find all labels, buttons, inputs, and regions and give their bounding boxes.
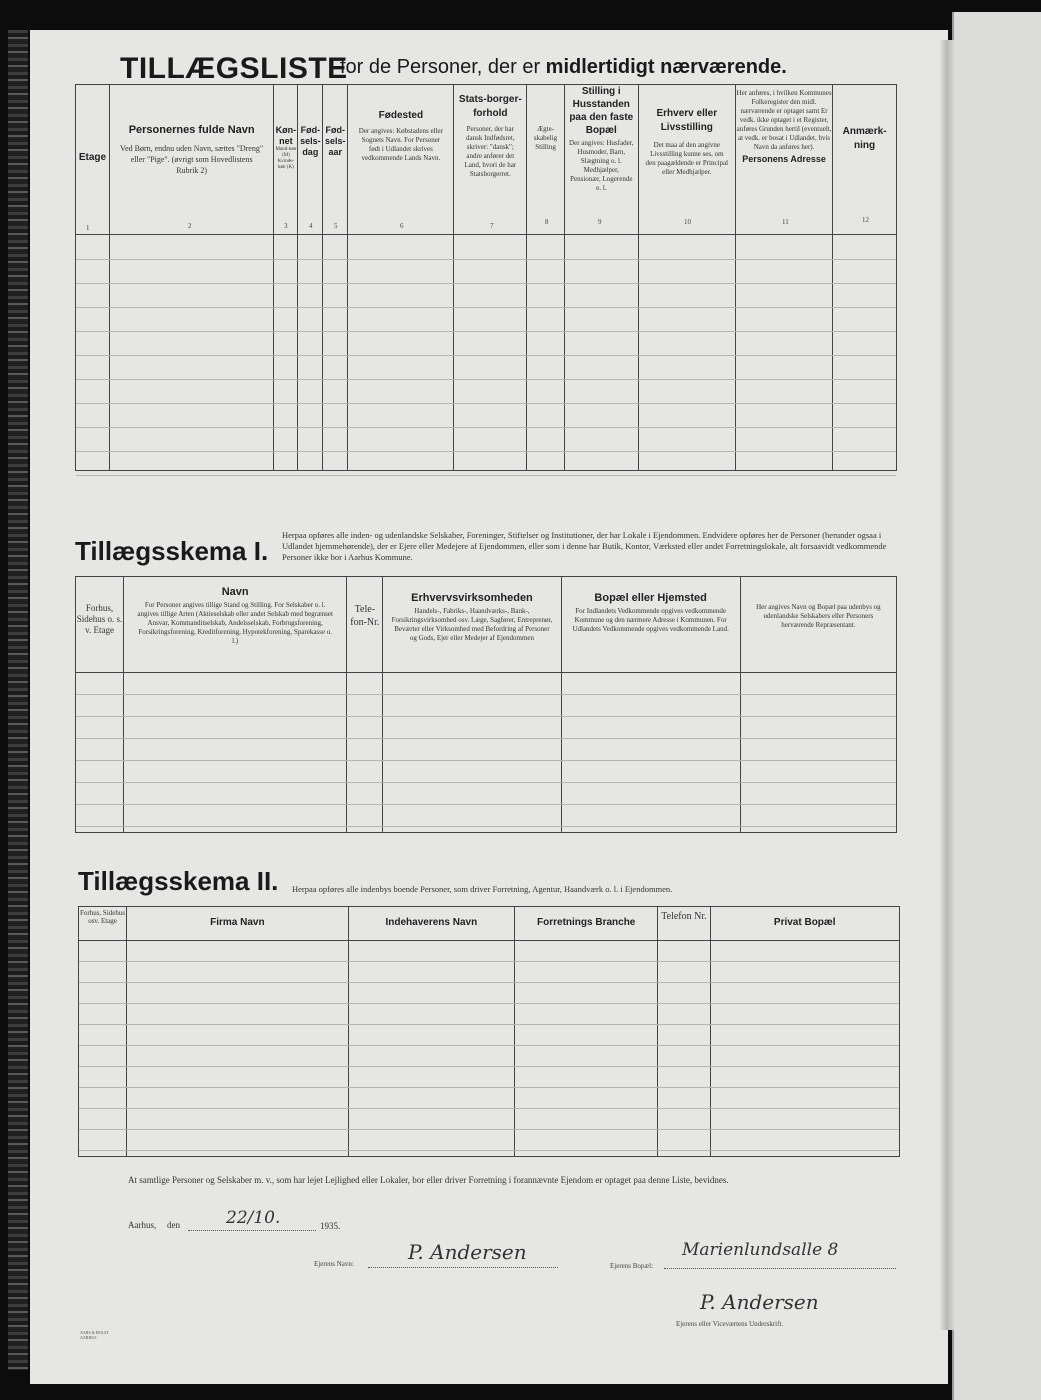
s2-col-telefon: Telefon Nr. — [658, 907, 710, 941]
owner-name-line — [368, 1267, 558, 1268]
list-row-rules — [76, 236, 896, 496]
col-stilling: Stilling i Husstanden paa den faste Bopæl Der angives: Husfader, Husmoder, Barn, Slægtning o. l. Medhjælper, Pensionær, Logerende o. l. — [564, 85, 638, 235]
col-anmaerkning: Anmærk-ning — [833, 85, 897, 235]
skema1-row-rules — [76, 673, 896, 831]
col-number: 11 — [782, 218, 789, 226]
owner-name-handwritten: P. Andersen — [408, 1240, 527, 1264]
col-name: Personernes fulde Navn Ved Børn, endnu uden Navn, sættes "Dreng" eller "Pige". (øvrigt som Hovedlistens Rubrik 2) — [109, 85, 274, 235]
s1-col-repraesentant: Her angives Navn og Bopæl paa udenbys og udenlandske Selskabers eller Personers herværende Repræsentant. — [740, 577, 896, 673]
skema1-title: Tillægsskema I. — [75, 536, 269, 566]
form-title: TILLÆGSLISTE — [120, 52, 348, 85]
col-number: 8 — [545, 218, 549, 226]
col-fodselsdag: Fød-sels-dag — [298, 85, 323, 235]
s2-col-indehaver: Indehaverens Navn — [348, 907, 514, 941]
s2-col-bopael: Privat Bopæl — [710, 907, 900, 941]
col-adresse: Her anføres, i hvilken Kommunes Folkeregister den midl. nærværende er optaget samt Er vedk. ikke optaget i et Register, anføres Grunden hertil (eventuelt, at vedk. er bosat i Udlandet, hvis Navn da anføres her). Personens Adresse — [735, 85, 832, 235]
col-number: 9 — [598, 218, 602, 226]
col-number: 6 — [400, 222, 404, 230]
date-line — [188, 1230, 316, 1231]
s2-col-firma: Firma Navn — [127, 907, 349, 941]
col-number: 7 — [490, 222, 494, 230]
col-kon: Køn-net Mand-køn (M) Kvinde-køn (K) — [274, 85, 298, 235]
owner-address-label: Ejerens Bopæl: — [610, 1262, 653, 1270]
col-fodested: Fødested Der angives: Købstadens eller Sognets Navn. For Personer født i Udlandet skrives vedkommende Lands Navn. — [348, 85, 454, 235]
s2-col-branche: Forretnings Branche — [515, 907, 658, 941]
place-label: Aarhus, — [128, 1220, 157, 1230]
owner-name-label: Ejerens Navn: — [314, 1260, 354, 1268]
s1-col-navn: Navn For Personer angives tillige Stand og Stilling. For Selskaber o. l. angives tillige Arten (Aktieselskab eller andet Selskab med begrænset Ansvar, Kommanditselskab, Andelsselskab, Forbrugsforening, Forsikringsforening, Kreditforening, Hypotekforening, Sparekasse o. l.) — [124, 577, 347, 673]
col-number: 2 — [188, 222, 192, 230]
col-erhverv: Erhverv eller Livsstilling Det maa af den angivne Livsstilling kunne ses, om den paagældende er Principal eller Medhjælper. — [638, 85, 735, 235]
col-etage: Etage — [76, 85, 110, 235]
col-number: 4 — [309, 222, 313, 230]
owner-address-handwritten: Marienlundsalle 8 — [682, 1240, 839, 1260]
s2-col-etage: Forhus, Sidehus osv. Etage — [79, 907, 127, 941]
declaration: At samtlige Personer og Selskaber m. v., som har lejet Lejlighed eller Lokaler, bor eller driver Forretning i forannævnte Ejendom er optaget paa denne Liste, bevidnes. — [128, 1175, 729, 1185]
col-number: 1 — [86, 224, 90, 232]
signature-handwritten: P. Andersen — [700, 1290, 819, 1314]
col-fodselsaar: Fød-sels-aar — [323, 85, 348, 235]
col-aegteskabelig: Ægte-skabelig Stilling — [527, 85, 565, 235]
printer-mark: AARS & HOLST AARHUS — [80, 1330, 109, 1340]
col-number: 12 — [862, 216, 869, 224]
signature-label: Ejerens eller Viceværtens Underskrift. — [676, 1320, 784, 1328]
col-number: 3 — [284, 222, 288, 230]
form-subtitle: for de Personer, der er midlertidigt nærværende. — [340, 56, 787, 78]
col-number: 10 — [684, 218, 691, 226]
s1-col-etage: Forhus, Sidehus o. s. v. Etage — [76, 577, 124, 673]
skema1-description: Herpaa opføres alle inden- og udenlandske Selskaber, Foreninger, Stiftelser og Institutioner, der har Lokale i Ejendommen. Endvidere opføres her de Personer (herunder ogsaa i Udlandet hjemmehørende), der er Ejere eller Medejere af Ejendommen, eller som i denne har Butik, Kontor, Værksted eller andet Forretningslokale, alt forsaavidt vedkommende Personer ikke bor i Aarhus Kommune. — [282, 530, 887, 562]
den-label: den — [167, 1220, 180, 1230]
book-binding — [8, 30, 28, 1370]
handwritten-date: 22/10. — [226, 1208, 281, 1228]
s1-col-bopael: Bopæl eller Hjemsted For Indlandets Vedkommende opgives vedkommende Kommune og den nærmere Adresse i Kommunen. For Udlandets Vedkommende opgives vedkommende Land. — [561, 577, 740, 673]
page-gutter — [940, 40, 954, 1330]
col-statsborger: Stats-borger-forhold Personer, der har dansk Indfødsret, skriver: "dansk"; andre anfører det Land, hvori de har Statsborgerret. — [454, 85, 527, 235]
skema2-description: Herpaa opføres alle indenbys boende Personer, som driver Forretning, Agentur, Haandværk o. l. i Ejendommen. — [292, 884, 673, 894]
skema2-title: Tillægsskema II. — [78, 866, 279, 896]
year: 1935. — [320, 1221, 341, 1231]
s1-col-telefon: Tele-fon-Nr. — [347, 577, 383, 673]
next-page-edge — [952, 12, 1041, 1400]
skema2-row-rules — [79, 941, 899, 1155]
col-number: 5 — [334, 222, 338, 230]
s1-col-erhverv: Erhvervsvirksomheden Handels-, Fabriks-, Haandværks-, Bank-, Forsikringsvirksomhed osv. Læge, Sagfører, Entreprenør, Beværter eller Virksomhed med Befordring af Personer og Gods, Ejer eller Medejer af Ejendommen — [383, 577, 561, 673]
owner-address-line — [664, 1268, 896, 1269]
